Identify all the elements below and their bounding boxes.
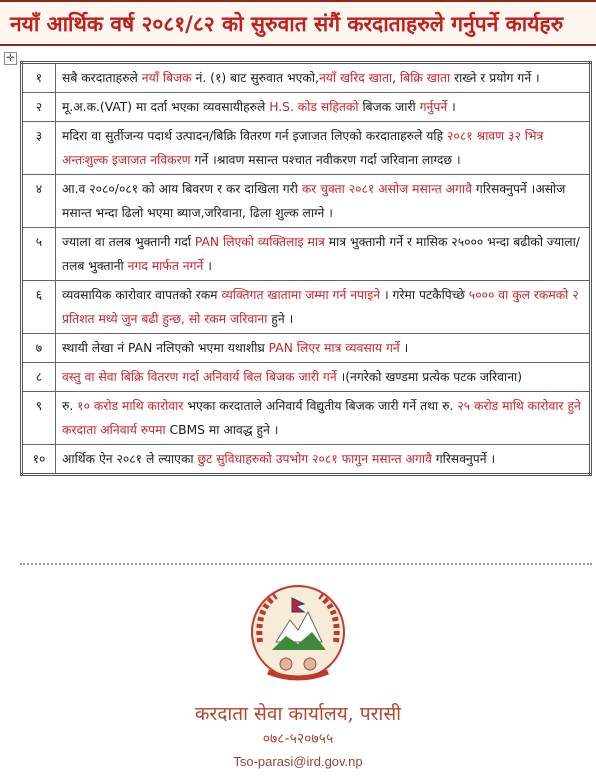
row-text	[56, 228, 591, 281]
table-row	[22, 122, 591, 175]
row-number: ७	[22, 334, 56, 363]
highlighted-text: २५ करोड माथि कारोवार हुने करदाता अनिवार्य रुपमा	[62, 399, 581, 437]
text-segment: ।	[399, 341, 409, 355]
row-text	[56, 334, 591, 363]
table-row	[22, 392, 591, 445]
highlighted-text: गर्नुपर्ने	[419, 100, 448, 114]
text-segment: आर्थिक ऐन २०८१ ले ल्याएका	[62, 452, 198, 466]
highlighted-text: व्यक्तिगत खातामा जम्मा गर्न नपाइने	[221, 288, 381, 302]
table-row	[22, 281, 591, 334]
text-segment: मू.अ.क.(VAT) मा दर्ता भएका व्यवसायीहरुले	[62, 100, 270, 114]
row-text	[56, 122, 591, 175]
text-segment: रु.	[62, 399, 78, 413]
text-segment: बिजक जारी	[358, 100, 420, 114]
text-segment: ।	[203, 259, 212, 273]
highlighted-text: कर चुक्ता २०८१ असोज मसान्त अगावै	[301, 182, 473, 196]
highlighted-text: २०८१ श्रावण ३२ भित्र अन्तःशुल्क इजाजत नविकरण	[62, 129, 544, 167]
row-number: ३	[22, 122, 56, 175]
text-segment: ,	[392, 71, 400, 85]
row-text	[56, 281, 591, 334]
row-text	[56, 363, 591, 392]
text-segment: गरिसक्नुपर्ने ।असोज मसान्त भन्दा ढिलो भएमा ब्याज,जरिवाना, ढिला शुल्क लाग्ने ।	[62, 182, 566, 220]
row-number: १	[22, 63, 56, 93]
text-segment: CBMS मा आवद्ध हुने ।	[165, 423, 279, 437]
highlighted-text: नयाँ बिजक	[141, 71, 192, 85]
text-segment: गर्ने ।श्रावण मसान्त पश्चात नवीकरण गर्दा जरिवाना लाग्दछ ।	[190, 153, 461, 167]
row-text	[56, 392, 591, 445]
text-segment: मदिरा वा सुर्तीजन्य पदार्थ उत्पादन/बिक्रि वितरण गर्न इजाजत लिएको करदाताहरुले यहि	[62, 129, 448, 143]
highlighted-text: नयाँ खरिद खाता	[318, 71, 393, 85]
row-text	[56, 93, 591, 122]
highlighted-text: छुट सुविधाहरुको उपभोग २०८१ फागुन मसान्त अगावै	[197, 452, 432, 466]
text-segment: । गरेमा पटकैपिच्छे	[380, 288, 469, 302]
text-segment: ज्याला वा तलब भुक्तानी गर्दा	[62, 235, 195, 249]
divider	[20, 563, 592, 565]
table-row	[22, 445, 591, 475]
highlighted-text: वस्तु वा सेवा बिक्रि वितरण गर्दा अनिवार्य बिल बिजक जारी गर्ने	[62, 370, 337, 384]
table-move-handle-icon[interactable]: ✛	[4, 52, 17, 65]
row-number: ८	[22, 363, 56, 392]
row-number: ५	[22, 228, 56, 281]
table-row	[22, 63, 591, 93]
text-segment: ।	[447, 100, 456, 114]
text-segment: व्यवसायिक कारोवार वापतको रकम	[62, 288, 222, 302]
office-email[interactable]: Tso-parasi@ird.gov.np	[233, 754, 363, 769]
government-emblem-icon	[246, 580, 350, 684]
table-row	[22, 363, 591, 392]
text-segment: सबै करदाताहरुले	[62, 71, 142, 85]
text-segment: ।(नगरेको खण्डमा प्रत्येक पटक जरिवाना)	[336, 370, 523, 384]
document-title: नयाँ आर्थिक वर्ष २०८१/८२ को सुरुवात संगैं करदाताहरुले गर्नुपर्ने कार्यहरु	[10, 11, 564, 36]
row-number: १०	[22, 445, 56, 475]
row-number: ९	[22, 392, 56, 445]
highlighted-text: नगद मार्फत नगर्ने	[127, 259, 204, 273]
text-segment: भएका करदाताले अनिवार्य विद्युतीय बिजक जारी गर्ने तथा रु.	[183, 399, 458, 413]
highlighted-text: बिक्रि खाता	[399, 71, 451, 85]
row-number: २	[22, 93, 56, 122]
row-text	[56, 445, 591, 475]
table-row	[22, 175, 591, 228]
row-number: ४	[22, 175, 56, 228]
office-name: करदाता सेवा कार्यालय, परासी	[194, 703, 402, 725]
table-row	[22, 334, 591, 363]
table-row	[22, 228, 591, 281]
text-segment: हुने ।	[267, 312, 294, 326]
highlighted-text: १० करोड माथि कारोवार	[77, 399, 184, 413]
text-segment: राख्ने र प्रयोग गर्ने ।	[450, 71, 540, 85]
highlighted-text: PAN लिएर मात्र व्यवसाय गर्ने	[268, 341, 400, 355]
text-segment: स्थायी लेखा नं PAN नलिएको भएमा यथाशीघ्र	[62, 341, 269, 355]
text-segment: मात्र भुक्तानी गर्ने र मासिक २५००० भन्दा बढीको ज्याला/तलब भुक्तानी	[62, 235, 580, 273]
text-segment: नं. (१) बाट सुरुवात भएको,	[191, 71, 319, 85]
text-segment: आ.व २०८०/०८१ को आय बिवरण र कर दाखिला गरी	[62, 182, 302, 196]
table-row	[22, 93, 591, 122]
row-number: ६	[22, 281, 56, 334]
title-banner	[0, 0, 596, 46]
highlighted-text: ५००० वा कुल रकमको २ प्रतिशत मध्ये जुन बढी हुन्छ, सो रकम जरिवाना	[62, 288, 579, 326]
text-segment: गरिसक्नुपर्ने ।	[431, 452, 496, 466]
highlighted-text: H.S. कोड सहितको	[269, 100, 359, 114]
tasks-table	[20, 61, 592, 476]
row-text	[56, 63, 591, 93]
highlighted-text: PAN लिएको व्यक्तिलाइ मात्र	[194, 235, 325, 249]
office-phone: ०७८-५२०७५५	[262, 731, 334, 747]
row-text	[56, 175, 591, 228]
